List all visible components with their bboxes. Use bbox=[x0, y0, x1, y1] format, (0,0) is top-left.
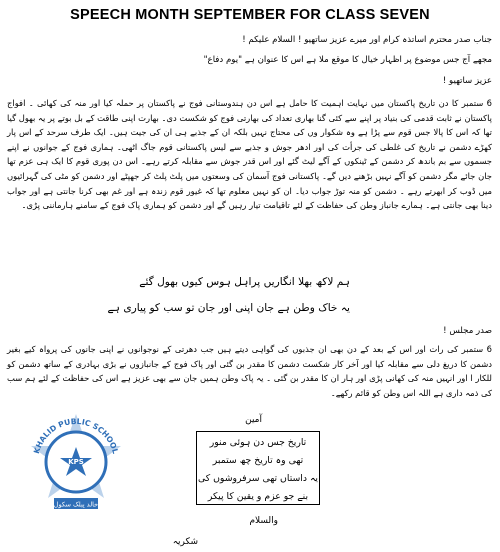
address-line-2: صدر مجلس ! bbox=[443, 326, 492, 336]
poem-line: بنے جو عزم و یقین کا پیکر bbox=[207, 491, 309, 502]
page-title: SPEECH MONTH SEPTEMBER FOR CLASS SEVEN bbox=[70, 7, 430, 23]
logo-school-name: KHALID PUBLIC SCHOOL bbox=[31, 416, 121, 455]
greeting-line: جناب صدر محترم اساتذہ کرام اور میرے عزیز ساتھیو ! السلام علیکم ! bbox=[242, 35, 492, 45]
ameen-text: آمین bbox=[245, 415, 262, 425]
closing-text: والسلام bbox=[249, 516, 278, 526]
address-line: عزیز ساتھیو ! bbox=[442, 76, 492, 86]
verse-line-1: ہم لاکھ بھلا انگاریں پراہل ہوس کیوں بھول گئے bbox=[139, 276, 350, 288]
school-logo bbox=[16, 400, 136, 520]
logo-urdu-name: خالد پبلک سکول bbox=[53, 500, 99, 509]
poem-line: تھی وہ تاریخ چھ ستمبر bbox=[212, 455, 304, 466]
poem-box bbox=[196, 431, 320, 505]
logo-initials: KPS bbox=[68, 458, 84, 466]
topic-line: مجھے آج جس موضوع پر اظہار خیال کا موقع ملا ہے اس کا عنوان ہے "یوم دفاع" bbox=[203, 55, 492, 65]
poem-line: یہ داستاں تھی سرفروشوں کی bbox=[197, 473, 319, 484]
poem-line: تاریخ جس دن ہوئی منور bbox=[209, 437, 307, 448]
paragraph-2: 6 ستمبر کی رات اور اس کے بعد کے دن بھی ان جذبوں کی گواہی دیتے ہیں جب دھرتی کے نوجوانوں نے اپنی جانوں کی پرواہ کیے بغیر دشمن کا دریغ دلی سے مقابلہ کیا اور آخر کار شکست دشمن کا مقدر بن گئی اور پاک فوج کے جانبازوں نے بڑی بہادری کے ساتھ دشمن کو للکار ا اور انہیں منہ کی کھانی پڑی اور ہار ان کا مقدر بن گئی ۔ یہ پاک وطن ہمیں جان سے بھی عزیز ہے اس کی حفاظت کے لئے ہم سب کی ذمہ داری ہے اللہ اس وطن کو قائم رکھے۔ bbox=[7, 344, 492, 398]
thanks-text: شکریہ bbox=[172, 537, 198, 547]
paragraph-1: 6 ستمبر کا دن تاریخ پاکستان میں نہایت اہمیت کا حامل ہے اس دن ہندوستانی فوج نے پاکستان پر حملہ کیا اور منہ کی کھائی ۔ افواج پاکستان نے ثابت قدمی کی بنیاد پر اپنے سے کئی گنا بھاری تعداد کی بھارتی فوج کو شکست دی۔ بھارت اپنی طاقت کے بل بوتے پر یہ بھول گیا تھا کہ اس کا پالا جس قوم سے پڑا ہے وہ شکوار وں کی محتاج نہیں بلکہ ان کے جذبے ہی ان کی جیت ہیں۔ ایک طرف سرحد کے اس پار کھڑے دشمن نے تاریخ کی غلطی کی جرأت کی اور ادھر جوش و جذبے سے لیس پاکستانی قوم جاگ اٹھی۔ ہماری فوج کے جوانوں نے اپنے جسموں سے بم باندھ کر دشمن کے ٹینکوں کے آگے لیٹ گئے اور اس قدر جوش سے مقابلہ کرتے رہے۔ اس دن پوری قوم کا ایک ہی عزم تھا جان جائے مگر دشمن کو آگے نہیں بڑھنے دیں گے۔ پاکستانی فوج آسمان کی وسعتوں میں پلٹ پلٹ کر جھپٹے اور دشمن کو مٹی کی گہرائیوں میں ڈوب کر ابھرتے رہے ۔ دشمن کو منہ توڑ جواب دیا۔ ان کو نہیں معلوم تھا کہ غیور قوم زندہ ہے اور غم بھی کرنا جانتی ہے اور جواب دینا بھی جانتی ہے۔ ہمارے جانباز وطن کی حفاظت کے لئے تاقیامت تیار رہیں گے اور دشمن کو ہماری پاک فوج کے سامنے ہارماننی پڑی۔ bbox=[7, 98, 492, 211]
verse-line-2: یہ خاک وطن ہے جان اپنی اور جان تو سب کو پیاری ہے bbox=[107, 302, 350, 314]
